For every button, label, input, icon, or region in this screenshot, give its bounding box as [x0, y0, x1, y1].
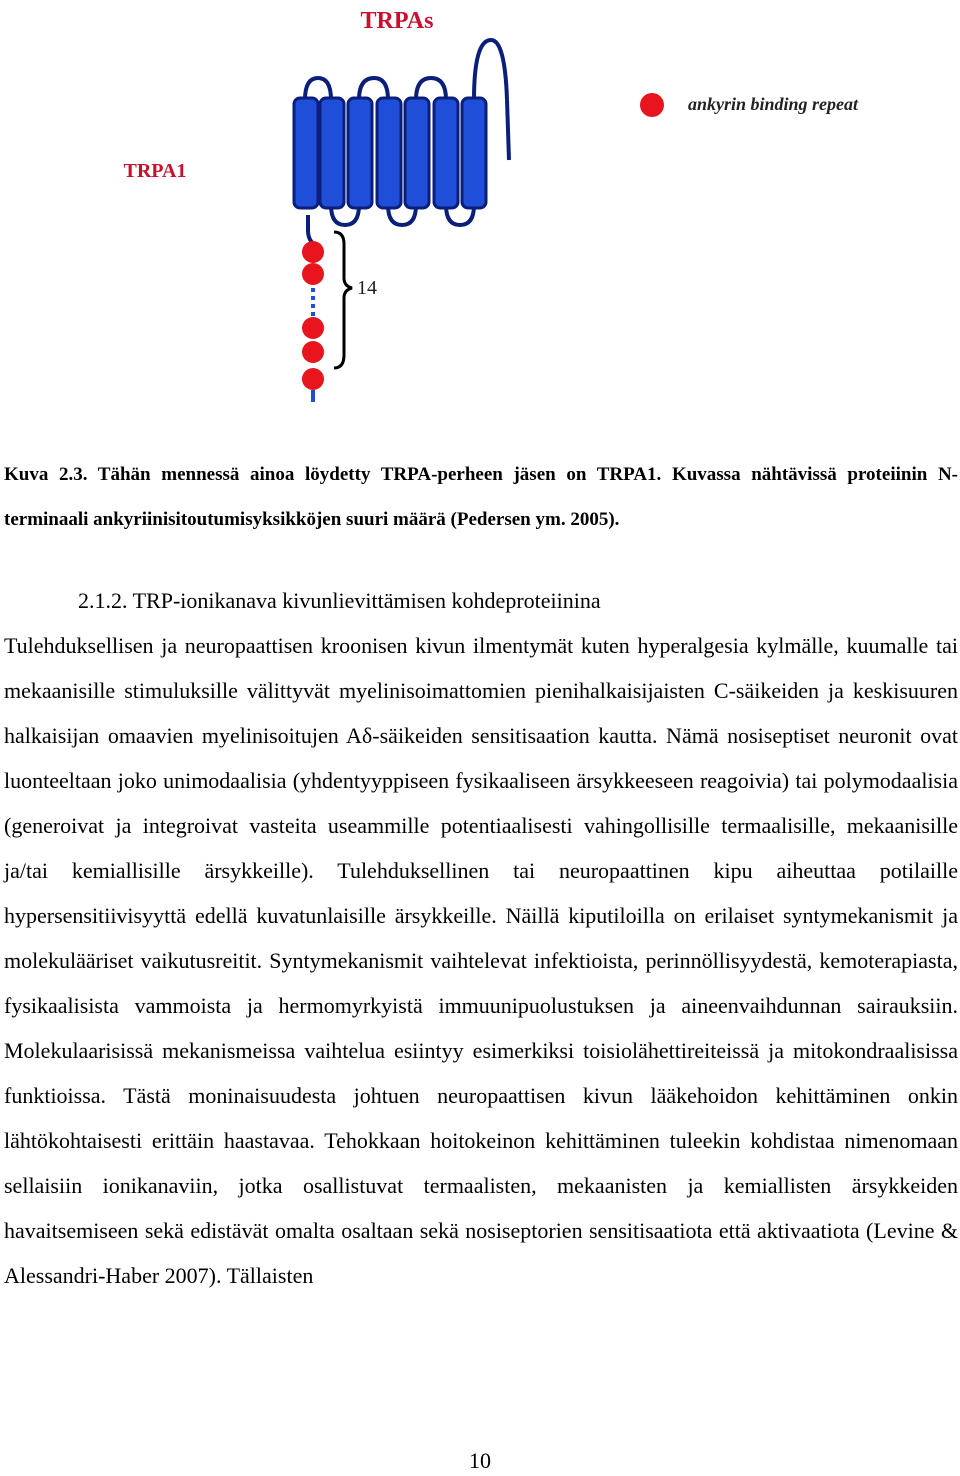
legend-label: ankyrin binding repeat	[688, 94, 859, 114]
section-heading: 2.1.2. TRP-ionikanava kivunlievittämisen kohdeproteiinina	[78, 588, 601, 613]
helix-s2	[320, 98, 344, 208]
helix-s5	[405, 98, 429, 208]
repeat-count-label: 14	[357, 277, 377, 299]
body-text	[4, 578, 958, 1298]
paragraph: Tulehduksellisen ja neuropaattisen kroonisen kivun ilmentymät kuten hyperalgesia kylmälle, kuumalle tai mekaanisille stimuluksille välittyvät myelinisoimattomien pienihalkaisijaisten C-säikeiden ja keskisuuren halkaisijan omaavien myelinisoitujen Aδ-säikeiden sensitisaation kautta. Nämä nosiseptiset neuronit ovat luonteeltaan joko unimodaalisia (yhdentyyppiseen fysikaaliseen ärsykkeeseen reagoivia) tai polymodaalisia (generoivat ja integroivat vasteita useammille potentiaalisesti vahingollisille termaalisille, mekaanisille ja/tai kemiallisille ärsykkeille). Tulehduksellinen tai neuropaattinen kipu aiheuttaa potilaille hypersensitiivisyyttä edellä kuvatunlaisille ärsykkeille. Näillä kiputiloilla on erilaiset syntymekanismit ja molekulääriset vaikutusreitit. Syntymekanismit vaihtelevat infektioista, perinnöllisyydestä, kemoterapiasta, fysikaalisista vammoista ja hermomyrkyistä immuunipuolustuksen ja aineenvaihdunnan sairauksiin. Molekulaarisissä mekanismeissa vaihtelua esiintyy esimerkiksi toisiolähettireiteissä ja mitokondraalisissa funktioissa. Tästä moninaisuudesta johtuen neuropaattisen kivun lääkehoidon kehittäminen onkin lähtökohtaisesti erittäin haastavaa. Tehokkaan hoitokeinon kehittäminen tuleekin kohdistaa nimenomaan sellaisiin ionikanaviin, jotka osallistuvat termaalisten, mekaanisten ja kemiallisten ärsykkeiden havaitsemiseen sekä edistävät omalta osaltaan sekä nosiseptorien sensitisaatiota että aktivaatiota (Levine & Alessandri-Haber 2007). Tällaisten	[4, 633, 958, 1288]
ankyrin-repeat-dot	[302, 263, 324, 285]
helix-s7	[462, 98, 486, 208]
legend-repeat-dot	[640, 93, 664, 117]
ankyrin-repeat-dot	[302, 368, 324, 390]
figure-title: TRPAs	[360, 8, 434, 34]
helix-s4	[377, 98, 401, 208]
helix-s6	[434, 98, 458, 208]
page-number: 10	[469, 1448, 491, 1473]
channel-label: TRPA1	[123, 160, 187, 182]
helix-s1	[294, 98, 318, 208]
ankyrin-repeat-dot	[302, 317, 324, 339]
helix-s3	[348, 98, 372, 208]
ankyrin-repeat-dot	[302, 341, 324, 363]
trpa1-figure	[0, 0, 960, 420]
ankyrin-repeats	[302, 241, 324, 402]
figure-caption: Kuva 2.3. Tähän mennessä ainoa löydetty TRPA-perheen jäsen on TRPA1. Kuvassa nähtävissä proteiinin N-terminaali ankyriinisitoutumisyksikköjen suuri määrä (Pedersen ym. 2005).	[4, 464, 958, 530]
repeat-brace	[334, 232, 352, 368]
ankyrin-repeat-dot	[302, 241, 324, 263]
transmembrane-helices	[294, 98, 486, 208]
